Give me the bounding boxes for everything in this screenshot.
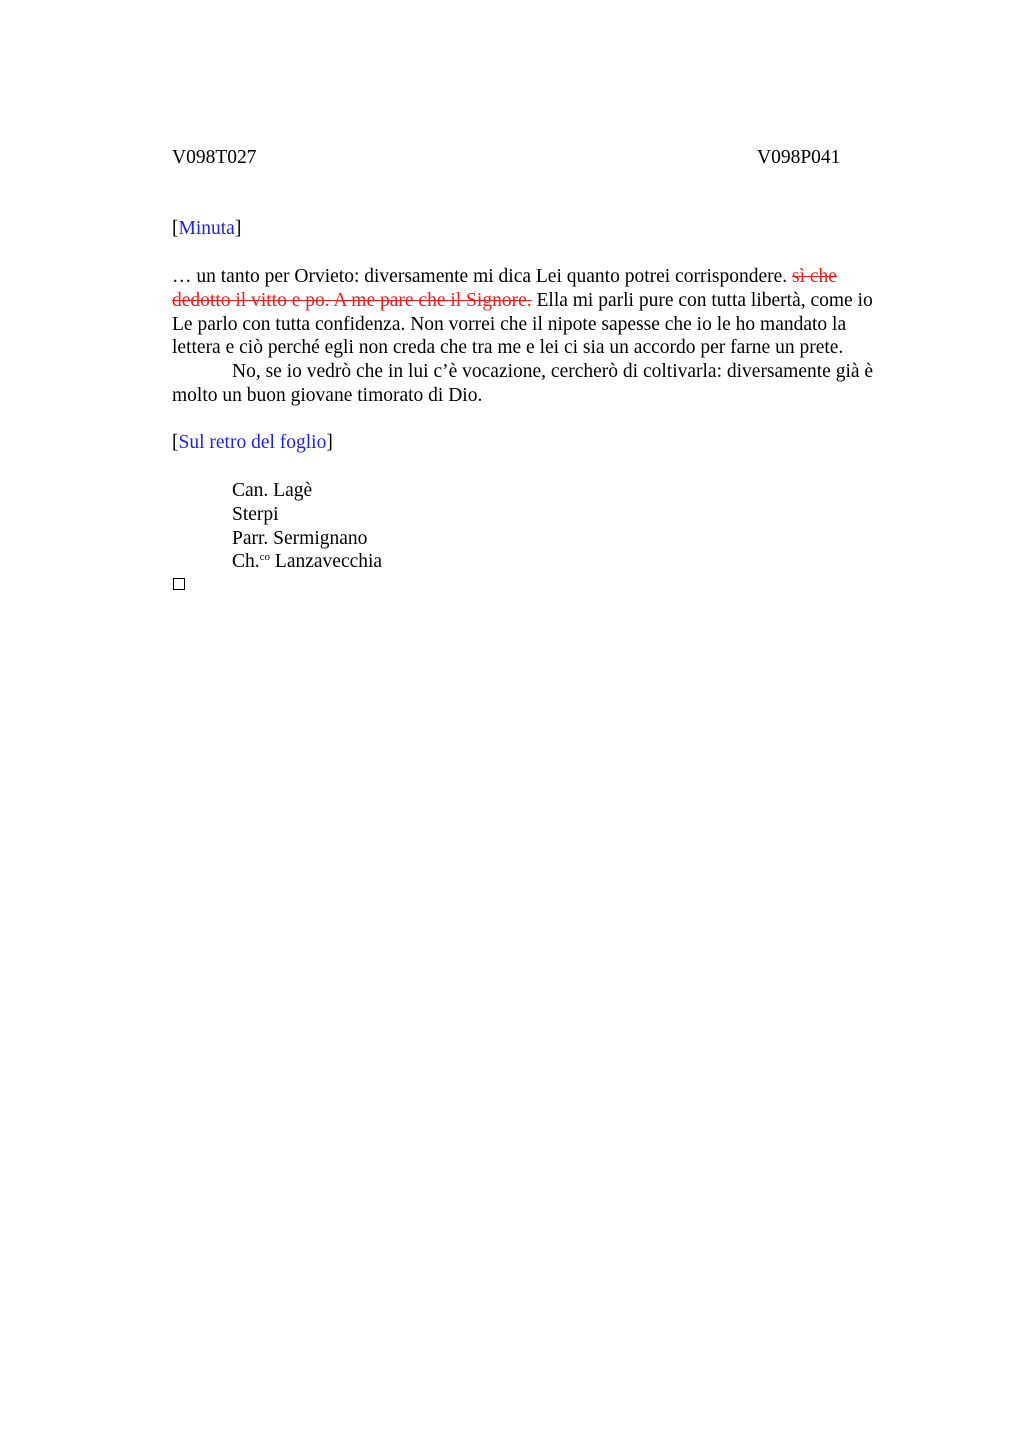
name-suffix: Lanzavecchia xyxy=(270,551,383,573)
body-text-segment: … un tanto per Orvieto: diversamente mi dica Lei quanto potrei corrispondere. xyxy=(172,266,793,287)
body-line-5: No, se io vedrò che in lui c’è vocazione, cercherò di coltivarla: diversamente già è xyxy=(232,361,874,383)
section-label-text: Minuta xyxy=(178,218,235,239)
end-of-document-box-icon xyxy=(173,578,185,590)
section-label-retro xyxy=(172,431,333,455)
recipient-name: Sterpi xyxy=(232,503,279,525)
name-prefix: Ch. xyxy=(232,551,260,573)
body-line-3: Le parlo con tutta confidenza. Non vorrei che il nipote sapesse che io le ho mandato la xyxy=(172,313,847,335)
recipient-name: Parr. Sermignano xyxy=(232,527,368,549)
document-code-left: V098T027 xyxy=(172,147,257,168)
section-label-minuta xyxy=(172,217,241,241)
abbreviation-superscript: co xyxy=(259,551,271,564)
recipient-name: Can. Lagè xyxy=(232,480,313,501)
bracket-close: ] xyxy=(326,432,333,453)
bracket-open: [ xyxy=(172,218,179,239)
recipient-list xyxy=(232,479,382,574)
body-line-2 xyxy=(172,289,917,313)
body-text-segment: Ella mi parli pure con tutta libertà, come io xyxy=(531,289,873,311)
deleted-text: sì che xyxy=(792,266,837,287)
document-code-right: V098P041 xyxy=(757,147,841,168)
section-label-text: Sul retro del foglio xyxy=(178,432,327,453)
body-line-4: lettera e ciò perché egli non creda che tra me e lei ci sia un accordo per farne un prete. xyxy=(172,337,844,359)
body-line-1 xyxy=(172,265,917,289)
body-line-6: molto un buon giovane timorato di Dio. xyxy=(172,384,483,406)
bracket-open: [ xyxy=(172,432,179,453)
letter-body xyxy=(172,265,917,408)
bracket-close: ] xyxy=(234,218,242,239)
recipient-name xyxy=(232,550,382,574)
deleted-text: dedotto il vitto e po. A me pare che il Signore. xyxy=(172,289,532,311)
